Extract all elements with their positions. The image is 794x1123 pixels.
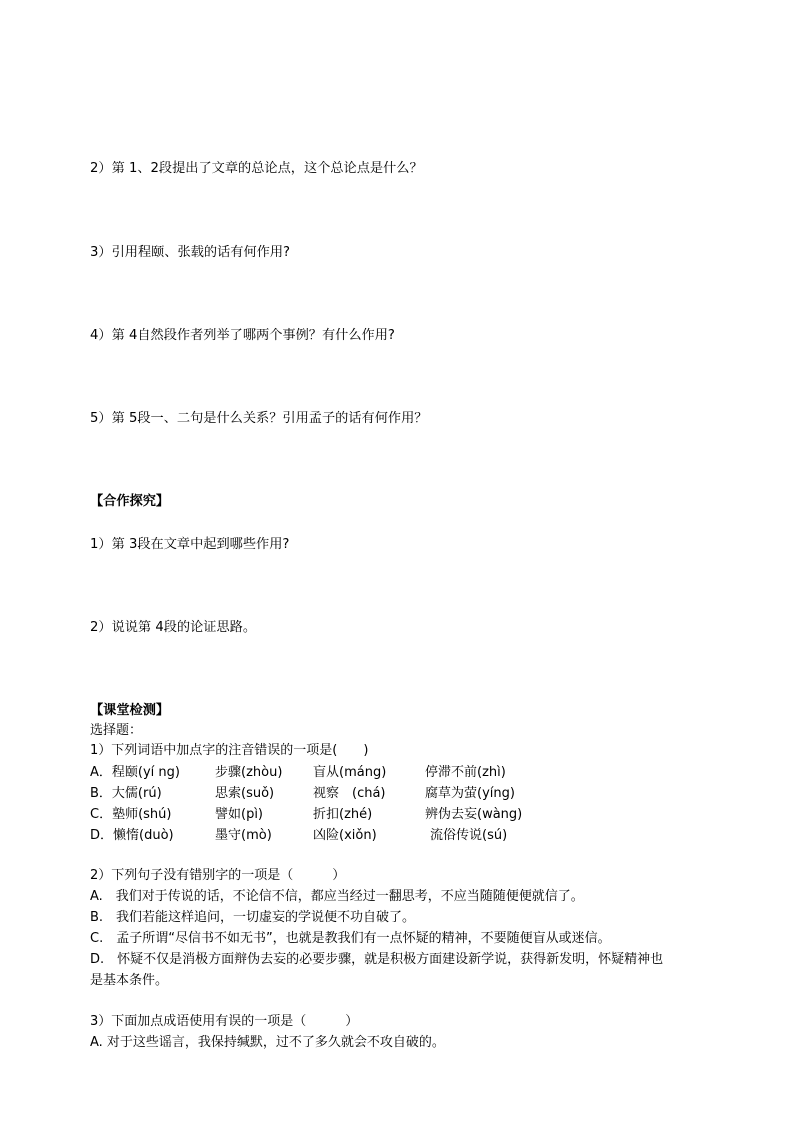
choice-intro: 选择题： — [90, 723, 143, 738]
q2-option-a: A. 我们对于传说的话，不论信不信，都应当经过一翻思考，不应当随随便便就信了。 — [90, 889, 584, 904]
question-2: 2）第 1、2段提出了文章的总论点，这个总论点是什么？ — [90, 161, 423, 176]
cooperation-heading: 【合作探究】 — [90, 494, 170, 509]
q1-a-1: A．程颐(yí ng) — [90, 765, 180, 780]
q1-b-1: B．大儒(rú) — [90, 786, 162, 801]
q1-a-4: 停滞不前(zhì) — [425, 765, 506, 780]
q1-b-4: 腐草为萤(yíng) — [425, 786, 515, 801]
q2-stem: 2）下列句子没有错别字的一项是（ ） — [90, 868, 346, 883]
q1-c-2: 譬如(pì) — [215, 807, 264, 822]
q1-c-3: 折扣(zhé) — [313, 807, 373, 822]
question-5: 5）第 5段一、二句是什么关系？引用孟子的话有何作用？ — [90, 411, 428, 426]
q1-stem: 1）下列词语中加点字的注音错误的一项是( ) — [90, 743, 369, 758]
question-4: 4）第 4自然段作者列举了哪两个事例？有什么作用? — [90, 328, 395, 343]
cooperation-question-2: 2）说说第 4段的论证思路。 — [90, 620, 257, 635]
q2-option-d-cont: 是基本条件。 — [90, 973, 169, 988]
q1-b-3: 视察 (chá) — [313, 786, 386, 801]
q1-b-2: 思索(suǒ) — [215, 786, 275, 801]
q1-a-2: 步骤(zhòu) — [215, 765, 283, 780]
classroom-check-heading: 【课堂检测】 — [90, 703, 170, 718]
q1-c-1: C．塾师(shú) — [90, 807, 172, 822]
cooperation-question-1: 1）第 3段在文章中起到哪些作用? — [90, 537, 290, 552]
q3-option-a: A. 对于这些谣言，我保持缄默，过不了多久就会不攻自破的。 — [90, 1035, 445, 1050]
q2-option-d: D. 怀疑不仅是消极方面辩伪去妄的必要步骤，就是积极方面建设新学说，获得新发明，怀疑精神也 — [90, 952, 664, 967]
q1-d-1: D．懒惰(duò) — [90, 828, 174, 843]
q1-d-4: 流俗传说(sú) — [430, 828, 508, 843]
question-3: 3）引用程颐、张载的话有何作用? — [90, 245, 291, 260]
q3-stem: 3）下面加点成语使用有误的一项是（ ） — [90, 1014, 359, 1029]
q1-c-4: 辨伪去妄(wàng) — [425, 807, 523, 822]
q2-option-b: B. 我们若能这样追问，一切虚妄的学说便不功自破了。 — [90, 910, 416, 925]
q1-d-3: 凶险(xiǒn) — [313, 828, 377, 843]
q1-a-3: 盲从(máng) — [313, 765, 387, 780]
q1-d-2: 墨守(mò) — [215, 828, 272, 843]
q2-option-c: C. 孟子所谓“尽信书不如无书”，也就是教我们有一点怀疑的精神，不要随便盲从或迷信。 — [90, 931, 611, 946]
